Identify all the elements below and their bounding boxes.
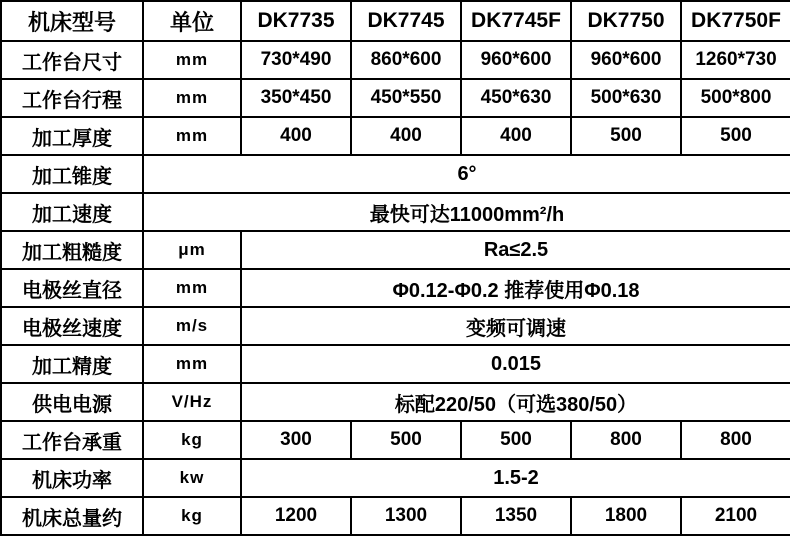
table-row (1, 41, 790, 79)
table-row (1, 155, 790, 193)
row-value-merged: 最快可达11000mm²/h (143, 193, 790, 231)
header-row (1, 1, 790, 41)
row-value: 400 (351, 117, 461, 155)
row-value: 1200 (241, 497, 351, 535)
row-value: 1350 (461, 497, 571, 535)
table-row (1, 497, 790, 535)
table-body (1, 41, 790, 535)
header-cell-unit: 单位 (143, 1, 241, 41)
row-label: 工作台行程 (1, 79, 143, 117)
row-label: 供电电源 (1, 383, 143, 421)
row-label: 电极丝速度 (1, 307, 143, 345)
row-value-merged: Φ0.12-Φ0.2 推荐使用Φ0.18 (241, 269, 790, 307)
row-label: 工作台尺寸 (1, 41, 143, 79)
row-value: 500 (681, 117, 790, 155)
row-value: 960*600 (461, 41, 571, 79)
row-unit: mm (143, 117, 241, 155)
row-unit: kg (143, 421, 241, 459)
table-row (1, 231, 790, 269)
row-label: 机床功率 (1, 459, 143, 497)
row-unit: kw (143, 459, 241, 497)
table-row (1, 117, 790, 155)
row-value-merged: 1.5-2 (241, 459, 790, 497)
row-value: 500*630 (571, 79, 681, 117)
row-value: 1800 (571, 497, 681, 535)
row-unit: μm (143, 231, 241, 269)
row-value: 960*600 (571, 41, 681, 79)
row-value: 450*550 (351, 79, 461, 117)
row-label: 加工精度 (1, 345, 143, 383)
row-value: 450*630 (461, 79, 571, 117)
header-cell-model-4: DK7750 (571, 1, 681, 41)
header-cell-model-2: DK7745 (351, 1, 461, 41)
row-unit: V/Hz (143, 383, 241, 421)
table-row (1, 269, 790, 307)
row-value-merged: 6° (143, 155, 790, 193)
row-value: 300 (241, 421, 351, 459)
row-label: 工作台承重 (1, 421, 143, 459)
row-value: 2100 (681, 497, 790, 535)
table-row (1, 421, 790, 459)
row-value: 1300 (351, 497, 461, 535)
row-value: 500 (571, 117, 681, 155)
row-unit: mm (143, 79, 241, 117)
row-value-merged: 标配220/50（可选380/50） (241, 383, 790, 421)
table-row (1, 79, 790, 117)
row-value: 730*490 (241, 41, 351, 79)
table-row (1, 345, 790, 383)
row-unit: mm (143, 269, 241, 307)
table-header (1, 1, 790, 41)
header-cell-model-3: DK7745F (461, 1, 571, 41)
row-label: 加工粗糙度 (1, 231, 143, 269)
row-value: 500 (461, 421, 571, 459)
row-value: 1260*730 (681, 41, 790, 79)
row-unit: mm (143, 41, 241, 79)
row-value-merged: 变频可调速 (241, 307, 790, 345)
row-label: 加工速度 (1, 193, 143, 231)
row-label: 机床总量约 (1, 497, 143, 535)
table-row (1, 383, 790, 421)
row-value: 800 (571, 421, 681, 459)
row-value: 350*450 (241, 79, 351, 117)
header-cell-model-5: DK7750F (681, 1, 790, 41)
row-label: 加工锥度 (1, 155, 143, 193)
row-label: 加工厚度 (1, 117, 143, 155)
row-value-merged: 0.015 (241, 345, 790, 383)
header-cell-name: 机床型号 (1, 1, 143, 41)
table-row (1, 459, 790, 497)
table-row (1, 307, 790, 345)
row-unit: kg (143, 497, 241, 535)
row-value: 400 (241, 117, 351, 155)
row-unit: mm (143, 345, 241, 383)
table-row (1, 193, 790, 231)
row-unit: m/s (143, 307, 241, 345)
row-value: 800 (681, 421, 790, 459)
row-value-merged: Ra≤2.5 (241, 231, 790, 269)
row-value: 500*800 (681, 79, 790, 117)
row-label: 电极丝直径 (1, 269, 143, 307)
row-value: 500 (351, 421, 461, 459)
header-cell-model-1: DK7735 (241, 1, 351, 41)
row-value: 400 (461, 117, 571, 155)
row-value: 860*600 (351, 41, 461, 79)
